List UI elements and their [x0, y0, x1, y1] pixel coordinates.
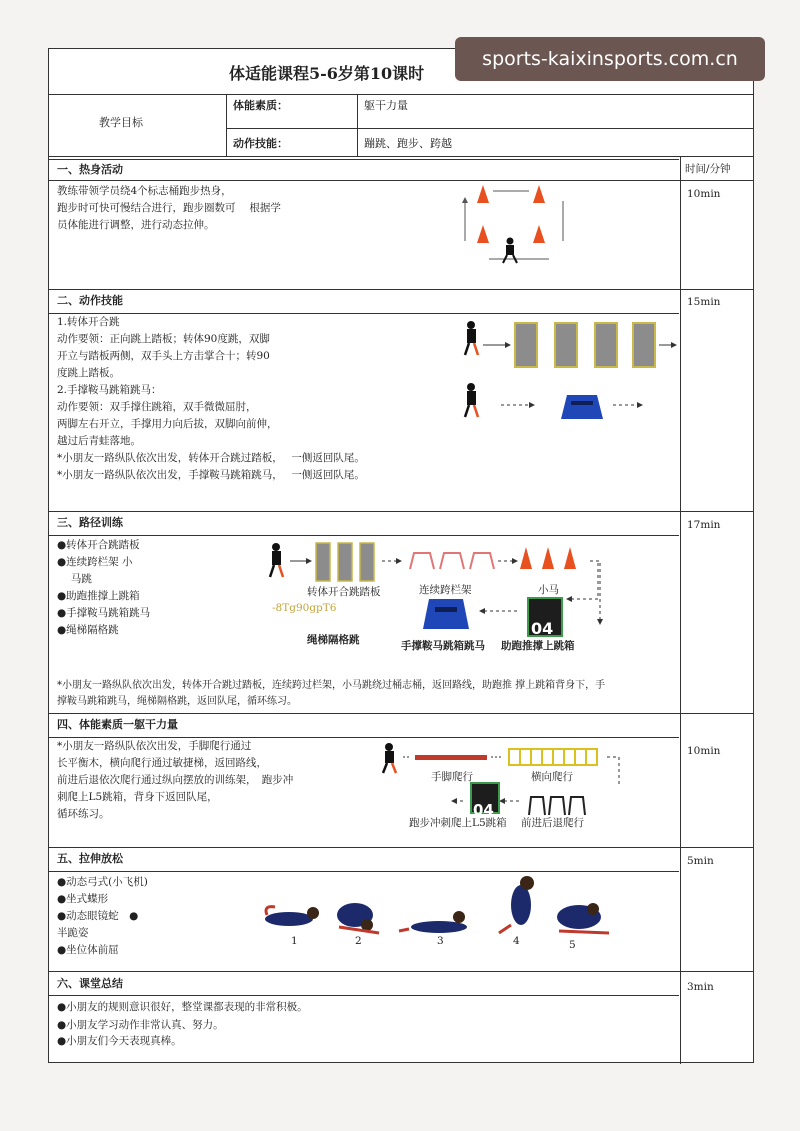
skills-line: 1.转体开合跳: [57, 316, 120, 328]
skill-label: 动作技能：: [233, 137, 288, 150]
cone-icon: [542, 547, 554, 569]
stretch-time: 5min: [687, 855, 714, 867]
warmup-diagram: [459, 181, 579, 271]
runner-icon: [465, 321, 478, 355]
warmup-line: 教练带领学员绕4个标志桶跑步热身，: [57, 185, 232, 197]
core-line: 刺爬上L5跳箱，背身下返回队尾，: [57, 791, 218, 803]
core-line: 长平衡木，横向爬行通过敏捷梯，返回路线，: [57, 757, 267, 769]
pose-number: 4: [513, 935, 520, 947]
warmup-time: 10min: [687, 188, 721, 200]
vault-label: 手撑鞍马跳箱跳马: [401, 640, 485, 652]
vault-box-icon: [421, 597, 471, 631]
skills-diagram: [461, 317, 679, 435]
core-line: *小朋友一路纵队依次出发，手脚爬行通过: [57, 740, 252, 752]
skills-title: 二、动作技能: [57, 294, 123, 307]
runner-icon: [465, 383, 478, 417]
path-item: ●手撑鞍马跳箱跳马: [57, 607, 151, 619]
cone-icon: [533, 185, 545, 203]
stretch-item: ●坐式蝶形: [57, 893, 109, 905]
cone-icon: [533, 225, 545, 243]
lateral-label: 横向爬行: [531, 771, 573, 783]
skills-line: *小朋友一路纵队依次出发，转体开合跳过踏板， 一侧返回队尾。: [57, 452, 365, 464]
time-header: 时间/分钟: [685, 163, 731, 175]
cone-icon: [477, 225, 489, 243]
summary-item: ●小朋友学习动作非常认真、努力。: [57, 1019, 224, 1031]
summary-item: ●小朋友们今天表现真棒。: [57, 1035, 182, 1047]
crawl-label: 手脚爬行: [431, 771, 473, 783]
path-item: ●助跑推撑上跳箱: [57, 590, 140, 602]
skills-time: 15min: [687, 296, 721, 308]
pose-number: 1: [291, 935, 298, 947]
path-item: ●转体开合跳踏板: [57, 539, 140, 551]
core-line: 前进后退依次爬行通过纵向摆放的训练架， 跑步冲: [57, 774, 294, 786]
skills-line: 动作要领：正向跳上踏板；转体90度跳，双脚: [57, 333, 270, 345]
back-label: 前进后退爬行: [521, 817, 584, 829]
hurdle-icon: [410, 553, 434, 569]
page-title: 体适能课程5-6岁第10课时: [229, 64, 425, 83]
path-note: *小朋友一路纵队依次出发，转体开合跳过踏板，连续跨过栏架，小马跳绕过桶志桶，返回路线，助跑推 撑上跳箱背身下，手: [57, 680, 606, 691]
skills-line: *小朋友一路纵队依次出发，手撑鞍马跳箱跳马， 一侧返回队尾。: [57, 469, 365, 481]
path-title: 三、路径训练: [57, 516, 123, 529]
skills-line: 开立与踏板两侧，双手头上方击掌合十；转90: [57, 350, 270, 362]
runner-icon: [383, 743, 396, 773]
summary-item: ●小朋友的规则意识很好，整堂课都表现的非常积极。: [57, 1001, 308, 1013]
core-line: 循环练习。: [57, 808, 110, 820]
skills-line: 度跳上踏板。: [57, 367, 120, 379]
watermark: sports-kaixinsports.com.cn: [455, 37, 765, 81]
path-item: ●连续跨栏架 小: [57, 556, 133, 568]
fitness-label: 体能素质：: [233, 99, 288, 112]
garbled-code: -8Tg90gpT6: [272, 602, 337, 614]
hurdle-icon: [470, 553, 494, 569]
path-return-arrows: [564, 559, 604, 609]
skills-line: 两脚左右开立，手撑用力向后拔，双脚向前伸，: [57, 418, 278, 430]
cone-icon: [520, 547, 532, 569]
warmup-line: 跑步时可快可慢结合进行，跑步圈数可 根据学: [57, 202, 281, 214]
lesson-plan-sheet: [48, 48, 754, 1063]
pose-icon: [265, 912, 313, 926]
stretch-title: 五、拉伸放松: [57, 852, 123, 865]
summary-time: 3min: [687, 981, 714, 993]
sprint-label: 跑步冲刺爬上L5跳箱: [409, 817, 507, 829]
skill-value: 蹦跳、跑步、跨越: [364, 137, 452, 150]
hurdles-label: 连续跨栏架: [419, 584, 472, 596]
core-title: 四、体能素质一躯干力量: [57, 718, 178, 731]
stretch-item: ●动态弓式(小飞机): [57, 876, 148, 888]
core-time: 10min: [687, 745, 721, 757]
pose-icon: [511, 885, 531, 925]
path-mid-arrow: [477, 605, 521, 617]
hurdle-icon: [440, 553, 464, 569]
path-item: 马跳: [57, 573, 92, 585]
stretch-item: 半跪姿: [57, 927, 89, 939]
skills-line: 动作要领：双手撑住跳箱，双手微微屈肘，: [57, 401, 257, 413]
pose-number: 3: [437, 935, 444, 947]
skills-line: 2.手撑鞍马跳箱跳马：: [57, 384, 162, 396]
goal-label: 教学目标: [99, 116, 143, 129]
pose-number: 5: [569, 939, 576, 951]
core-box-number: 04: [473, 801, 494, 819]
stretch-poses: [259, 875, 614, 941]
ladder-label: 绳梯隔格跳: [307, 634, 360, 646]
stretch-item: ●动态眼镜蛇 ●: [57, 910, 139, 922]
warmup-title: 一、热身活动: [57, 163, 123, 176]
stretch-item: ●坐位体前屈: [57, 944, 119, 956]
pose-number: 2: [355, 935, 362, 947]
crawl-frame-icon: [529, 797, 585, 815]
skills-line: 越过后青蛙落地。: [57, 435, 141, 447]
path-note: 撑鞍马跳箱跳马，绳梯隔格跳，返回队尾，循环练习。: [57, 696, 297, 707]
balance-beam-icon: [415, 755, 487, 760]
runner-icon: [270, 543, 283, 577]
box-number: 04: [531, 619, 554, 638]
warmup-line: 员体能进行调整，进行动态拉伸。: [57, 219, 215, 231]
cone-icon: [477, 185, 489, 203]
path-item: ●绳梯隔格跳: [57, 624, 119, 636]
jump-board-label: 转体开合跳踏板: [307, 586, 381, 598]
fitness-value: 躯干力量: [364, 99, 408, 112]
push-box-label: 助跑推撑上跳箱: [501, 640, 575, 652]
summary-title: 六、课堂总结: [57, 977, 123, 990]
core-diagram: [379, 739, 629, 823]
pony-label: 小马: [538, 584, 559, 596]
path-time: 17min: [687, 519, 721, 531]
